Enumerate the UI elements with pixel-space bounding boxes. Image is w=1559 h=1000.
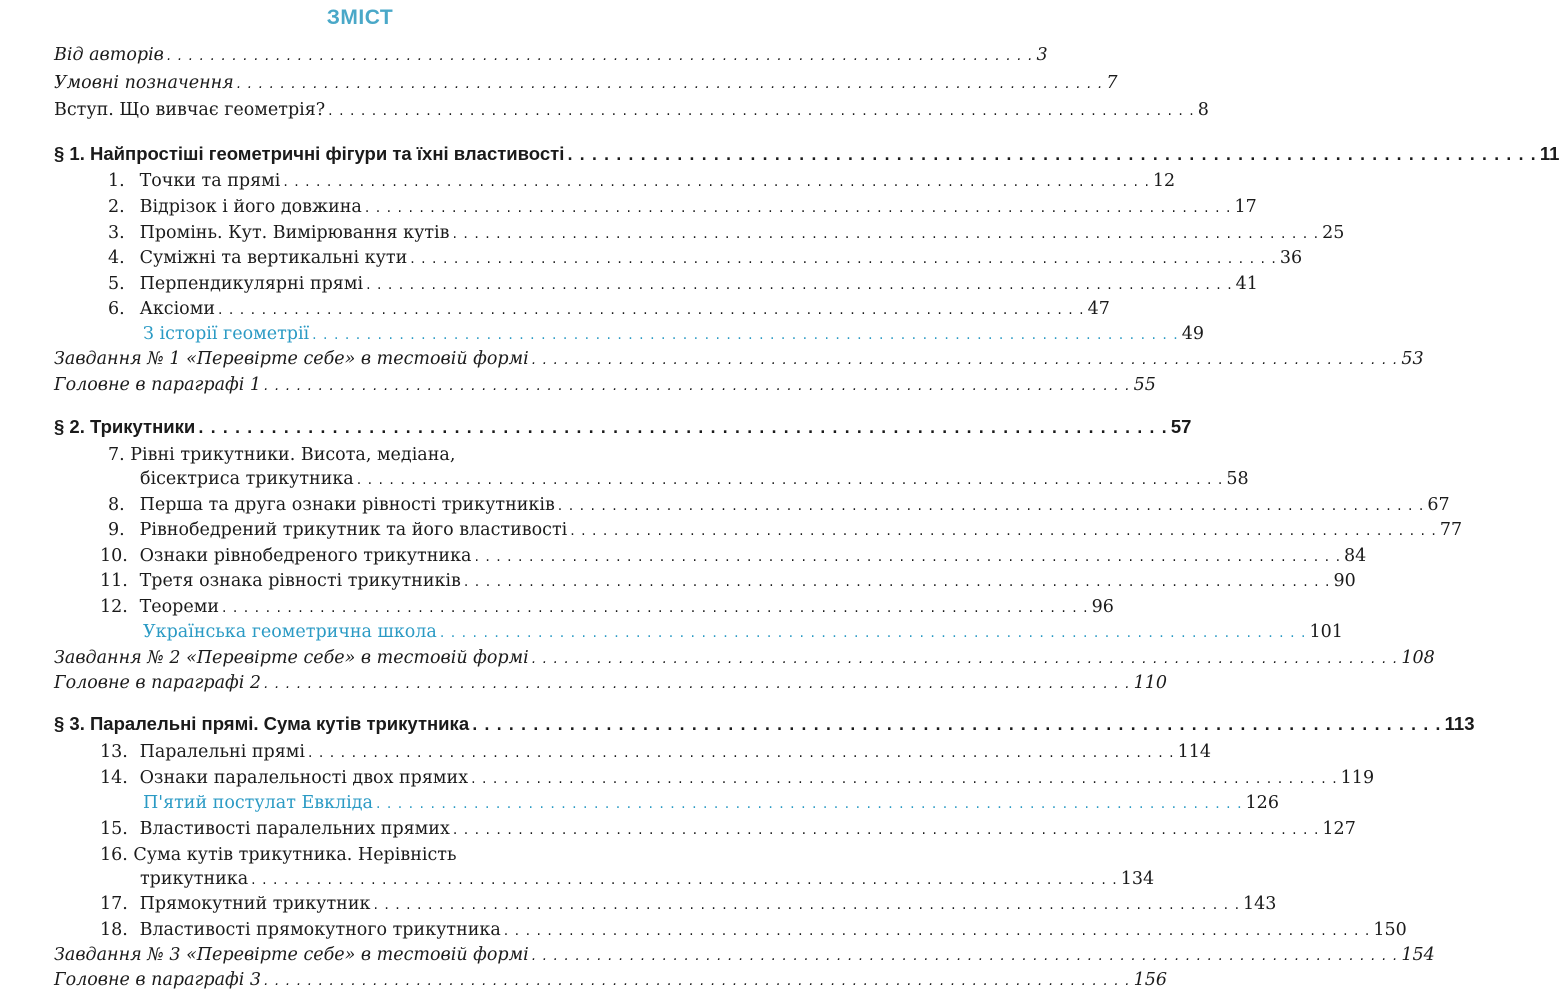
leader-dots: . . . . . . . . . . . . . . . . . . . . . . . . . . . . . . . . . . . . . . . . . . . . . . . . . . . . . . . . . . . . . . . . . . . . . . . . . . . . . . . . xyxy=(364,200,1232,216)
toc-entry-intro[interactable] xyxy=(0,97,1209,123)
toc-entry-notation[interactable] xyxy=(0,70,1118,96)
leader-dots: . . . . . . . . . . . . . . . . . . . . . . . . . . . . . . . . . . . . . . . . . . . . . . . . . . . . . . . . . . . . . . . . . . . . . . . . . . . . . . . . xyxy=(410,251,1277,267)
leader-dots: . . . . . . . . . . . . . . . . . . . . . . . . . . . . . . . . . . . . . . . . . . . . . . . . . . . . . . . . . . . . . . . . . . . . . . . . . . . . . . . . xyxy=(283,174,1150,190)
leader-dots: . . . . . . . . . . . . . . . . . . . . . . . . . . . . . . . . . . . . . . . . . . . . . . . . . . . . . . . . . . . . . . . . . . . . . . . . . . . . . . . . xyxy=(463,574,1331,590)
leader-dots: . . . . . . . . . . . . . . . . . . . . . . . . . . . . . . . . . . . . . . . . . . . . . . . . . . . . . . . . . . . . . . . . . . . . . . . . . . . . . . . . xyxy=(221,600,1089,616)
leader-dots: . . . . . . . . . . . . . . . . . . . . . . . . . . . . . . . . . . . . . . . . . . . . . . . . . . . . . . . . . . . . . . . . . . . . . . . . . . . . . . . . xyxy=(375,796,1243,812)
item-number: 6. xyxy=(108,299,125,319)
toc-page: 25 xyxy=(1322,223,1345,243)
leader-dots: . . . . . . . . . . . . . . . . . . . . . . . . . . . . . . . . . . . . . . . . . . . . . . . . . . . . . . . . . . . . . . . . . . . . . . . . . . . . . . . . xyxy=(452,226,1320,242)
toc-page: 114 xyxy=(1177,742,1211,762)
leader-dots: . . . . . . . . . . . . . . . . . . . . . . . . . . . . . . . . . . . . . . . . . . . . . . . . . . . . . . . . . . . . . . . . . . . . . . . . . . . . . . . . xyxy=(567,148,1537,164)
toc-label: Аксіоми xyxy=(139,299,215,319)
toc-item[interactable] xyxy=(0,296,1110,322)
toc-label: Вступ. Що вивчає геометрія? xyxy=(54,100,326,120)
leader-dots: . . . . . . . . . . . . . . . . . . . . . . . . . . . . . . . . . . . . . . . . . . . . . . . . . . . . . . . . . . . . . . . . . . . . . . . . . . . . . . . . xyxy=(503,923,1371,939)
item-number: 13. xyxy=(100,742,128,762)
toc-label: П'ятий постулат Евкліда xyxy=(143,793,373,813)
toc-label: § 2. Трикутники xyxy=(54,416,196,437)
toc-label: Від авторів xyxy=(54,45,164,65)
toc-label: Рівні трикутники. Висота, медіана, xyxy=(130,445,456,465)
toc-page: 119 xyxy=(1340,768,1375,788)
toc-label: Ознаки паралельності двох прямих xyxy=(139,768,469,788)
item-number: 17. xyxy=(100,894,128,914)
toc-item[interactable] xyxy=(0,517,1463,543)
leader-dots: . . . . . . . . . . . . . . . . . . . . . . . . . . . . . . . . . . . . . . . . . . . . . . . . . . . . . . . . . . . . . . . . . . . . . . . . . . . . . . . . xyxy=(217,302,1085,318)
leader-dots: . . . . . . . . . . . . . . . . . . . . . . . . . . . . . . . . . . . . . . . . . . . . . . . . . . . . . . . . . . . . . . . . . . . . . . . . . . . . . . . . xyxy=(531,651,1399,667)
toc-page: 7 xyxy=(1106,73,1118,93)
toc-label: § 3. Паралельні прямі. Сума кутів трикутника xyxy=(54,713,470,734)
toc-page: 110 xyxy=(1133,673,1167,693)
toc-label: Головне в параграфі 3 xyxy=(54,970,261,990)
toc-item[interactable] xyxy=(0,271,1258,297)
page-title: ЗМІСТ xyxy=(326,6,394,29)
toc-label: Ознаки рівнобедреного трикутника xyxy=(139,546,472,566)
leader-dots: . . . . . . . . . . . . . . . . . . . . . . . . . . . . . . . . . . . . . . . . . . . . . . . . . . . . . . . . . . . . . . . . . . . . . . . . . . . . . . . . xyxy=(307,745,1175,761)
toc-label: Перша та друга ознаки рівності трикутників xyxy=(139,495,555,515)
toc-page: 108 xyxy=(1401,648,1435,668)
toc-test[interactable] xyxy=(0,645,1435,671)
toc-page: 47 xyxy=(1087,299,1110,319)
toc-page: 49 xyxy=(1181,324,1205,344)
toc-label: Головне в параграфі 1 xyxy=(54,375,261,395)
toc-page: 11 xyxy=(1539,143,1559,164)
toc-page: 150 xyxy=(1373,920,1407,940)
item-number: 1. xyxy=(108,171,125,191)
toc-label: Завдання № 2 «Перевірте себе» в тестовій формі xyxy=(54,648,529,668)
toc-label: Суміжні та вертикальні кути xyxy=(139,248,408,268)
toc-page: 126 xyxy=(1245,793,1279,813)
toc-label: Відрізок і його довжина xyxy=(139,197,362,217)
leader-dots: . . . . . . . . . . . . . . . . . . . . . . . . . . . . . . . . . . . . . . . . . . . . . . . . . . . . . . . . . . . . . . . . . . . . . . . . . . . . . . . . xyxy=(531,948,1399,964)
toc-page: 113 xyxy=(1444,713,1475,734)
item-number: 15. xyxy=(100,819,128,839)
toc-item[interactable] xyxy=(0,220,1345,246)
toc-label: Завдання № 1 «Перевірте себе» в тестовій формі xyxy=(54,349,529,369)
toc-item[interactable] xyxy=(0,194,1257,220)
toc-item[interactable] xyxy=(0,739,1211,765)
toc-item[interactable] xyxy=(0,594,1114,620)
leader-dots: . . . . . . . . . . . . . . . . . . . . . . . . . . . . . . . . . . . . . . . . . . . . . . . . . . . . . . . . . . . . . . . . . . . . . . . . . . . . . . . . xyxy=(328,103,1195,119)
toc-label: Точки та прямі xyxy=(139,171,281,191)
toc-page: 17 xyxy=(1234,197,1257,217)
toc-page: 84 xyxy=(1344,546,1367,566)
item-number: 5. xyxy=(108,274,125,294)
section-heading-1[interactable] xyxy=(0,141,1559,167)
item-number: 3. xyxy=(108,223,125,243)
leader-dots: . . . . . . . . . . . . . . . . . . . . . . . . . . . . . . . . . . . . . . . . . . . . . . . . . . . . . . . . . . . . . . . . . . . . . . . . . . . . . . . . xyxy=(166,48,1034,64)
toc-label: Теореми xyxy=(139,597,219,617)
leader-dots: . . . . . . . . . . . . . . . . . . . . . . . . . . . . . . . . . . . . . . . . . . . . . . . . . . . . . . . . . . . . . . . . . . . . . . . . . . . . . . . . xyxy=(251,872,1118,888)
toc-test[interactable] xyxy=(0,942,1435,968)
toc-page: 3 xyxy=(1036,45,1048,65)
toc-item-line1[interactable] xyxy=(0,842,720,868)
toc-page: 90 xyxy=(1333,571,1356,591)
toc-page: 101 xyxy=(1309,622,1343,642)
toc-label: Завдання № 3 «Перевірте себе» в тестовій формі xyxy=(54,945,529,965)
leader-dots: . . . . . . . . . . . . . . . . . . . . . . . . . . . . . . . . . . . . . . . . . . . . . . . . . . . . . . . . . . . . . . . . . . . . . . . . . . . . . . . . xyxy=(312,327,1179,343)
leader-dots: . . . . . . . . . . . . . . . . . . . . . . . . . . . . . . . . . . . . . . . . . . . . . . . . . . . . . . . . . . . . . . . . . . . . . . . . . . . . . . . . xyxy=(531,352,1399,368)
toc-page: 143 xyxy=(1243,894,1277,914)
toc-label: Головне в параграфі 2 xyxy=(54,673,261,693)
leader-dots: . . . . . . . . . . . . . . . . . . . . . . . . . . . . . . . . . . . . . . . . . . . . . . . . . . . . . . . . . . . . . . . . . . . . . . . . . . . . . . . . xyxy=(264,973,1131,989)
toc-label: Третя ознака рівності трикутників xyxy=(139,571,461,591)
leader-dots: . . . . . . . . . . . . . . . . . . . . . . . . . . . . . . . . . . . . . . . . . . . . . . . . . . . . . . . . . . . . . . . . . . . . . . . . . . . . . . . . xyxy=(474,549,1342,565)
toc-summary[interactable] xyxy=(0,670,1167,696)
leader-dots: . . . . . . . . . . . . . . . . . . . . . . . . . . . . . . . . . . . . . . . . . . . . . . . . . . . . . . . . . . . . . . . . . . . . . . . . . . . . . . . . xyxy=(366,277,1233,293)
toc-label: § 1. Найпростіші геометричні фігури та їхні властивості xyxy=(54,143,565,164)
toc-summary[interactable] xyxy=(0,372,1156,398)
leader-dots: . . . . . . . . . . . . . . . . . . . . . . . . . . . . . . . . . . . . . . . . . . . . . . . . . . . . . . . . . . . . . . . . . . . . . . . . . . . . . . . . xyxy=(557,498,1425,514)
toc-label: Сума кутів трикутника. Нерівність xyxy=(133,845,457,865)
toc-page: 12 xyxy=(1152,171,1176,191)
item-number: 11. xyxy=(100,571,128,591)
item-number: 12. xyxy=(100,597,128,617)
leader-dots: . . . . . . . . . . . . . . . . . . . . . . . . . . . . . . . . . . . . . . . . . . . . . . . . . . . . . . . . . . . . . . . . . . . . . . . . . . . . . . . . xyxy=(264,378,1131,394)
toc-page: 8 xyxy=(1197,100,1209,120)
toc-page: 154 xyxy=(1401,945,1435,965)
toc-label: Властивості прямокутного трикутника xyxy=(139,920,501,940)
toc-highlight[interactable] xyxy=(0,790,1279,816)
section-heading-2[interactable] xyxy=(0,414,1192,440)
toc-item[interactable] xyxy=(0,168,1176,194)
toc-item[interactable] xyxy=(0,245,1303,271)
toc-page: 134 xyxy=(1120,869,1155,889)
item-number: 9. xyxy=(108,520,125,540)
leader-dots: . . . . . . . . . . . . . . . . . . . . . . . . . . . . . . . . . . . . . . . . . . . . . . . . . . . . . . . . . . . . . . . . . . . . . . . . . . . . . . . . xyxy=(472,718,1442,734)
toc-page: 67 xyxy=(1427,495,1450,515)
item-number: 16. xyxy=(100,845,128,865)
item-number: 7. xyxy=(108,445,125,465)
toc-item[interactable] xyxy=(0,917,1407,943)
toc-item[interactable] xyxy=(0,543,1367,569)
item-number: 10. xyxy=(100,546,128,566)
toc-highlight[interactable] xyxy=(0,619,1343,645)
toc-page: 57 xyxy=(1170,416,1192,437)
item-number: 4. xyxy=(108,248,125,268)
toc-label: Перпендикулярні прямі xyxy=(139,274,364,294)
toc-page: 41 xyxy=(1235,274,1258,294)
toc-item[interactable] xyxy=(0,568,1356,594)
toc-label: бісектриса трикутника xyxy=(140,469,354,489)
item-number: 18. xyxy=(100,920,128,940)
toc-label: Прямокутний трикутник xyxy=(139,894,371,914)
toc-label: трикутника xyxy=(140,869,249,889)
toc-item[interactable] xyxy=(0,492,1450,518)
toc-page: 53 xyxy=(1401,349,1424,369)
toc-item[interactable] xyxy=(0,891,1277,917)
toc-highlight[interactable] xyxy=(0,321,1205,347)
toc-page: 58 xyxy=(1226,469,1249,489)
toc-label: З історії геометрії xyxy=(143,324,310,344)
toc-item[interactable] xyxy=(0,816,1356,842)
leader-dots: . . . . . . . . . . . . . . . . . . . . . . . . . . . . . . . . . . . . . . . . . . . . . . . . . . . . . . . . . . . . . . . . . . . . . . . . . . . . . . . . xyxy=(198,421,1168,437)
leader-dots: . . . . . . . . . . . . . . . . . . . . . . . . . . . . . . . . . . . . . . . . . . . . . . . . . . . . . . . . . . . . . . . . . . . . . . . . . . . . . . . . xyxy=(570,523,1437,539)
toc-item-line2[interactable] xyxy=(0,466,1249,492)
leader-dots: . . . . . . . . . . . . . . . . . . . . . . . . . . . . . . . . . . . . . . . . . . . . . . . . . . . . . . . . . . . . . . . . . . . . . . . . . . . . . . . . xyxy=(236,76,1104,92)
toc-page: 55 xyxy=(1133,375,1156,395)
toc-entry-authors[interactable] xyxy=(0,42,1048,68)
toc-item-line2[interactable] xyxy=(0,866,1155,892)
leader-dots: . . . . . . . . . . . . . . . . . . . . . . . . . . . . . . . . . . . . . . . . . . . . . . . . . . . . . . . . . . . . . . . . . . . . . . . . . . . . . . . . xyxy=(471,771,1338,787)
toc-label: Властивості паралельних прямих xyxy=(139,819,450,839)
leader-dots: . . . . . . . . . . . . . . . . . . . . . . . . . . . . . . . . . . . . . . . . . . . . . . . . . . . . . . . . . . . . . . . . . . . . . . . . . . . . . . . . xyxy=(356,472,1224,488)
leader-dots: . . . . . . . . . . . . . . . . . . . . . . . . . . . . . . . . . . . . . . . . . . . . . . . . . . . . . . . . . . . . . . . . . . . . . . . . . . . . . . . . xyxy=(439,625,1307,641)
item-number: 2. xyxy=(108,197,125,217)
toc-label: Рівнобедрений трикутник та його властивості xyxy=(139,520,568,540)
toc-label: Умовні позначення xyxy=(54,73,234,93)
toc-label: Паралельні прямі xyxy=(139,742,305,762)
toc-summary[interactable] xyxy=(0,967,1167,993)
toc-page: 127 xyxy=(1322,819,1356,839)
toc-page: 77 xyxy=(1439,520,1463,540)
leader-dots: . . . . . . . . . . . . . . . . . . . . . . . . . . . . . . . . . . . . . . . . . . . . . . . . . . . . . . . . . . . . . . . . . . . . . . . . . . . . . . . . xyxy=(373,897,1241,913)
toc-page: 156 xyxy=(1133,970,1167,990)
toc-test[interactable] xyxy=(0,346,1424,372)
toc-label: Промінь. Кут. Вимірювання кутів xyxy=(139,223,450,243)
toc-item-line1[interactable] xyxy=(0,442,720,468)
toc-page: 96 xyxy=(1091,597,1114,617)
leader-dots: . . . . . . . . . . . . . . . . . . . . . . . . . . . . . . . . . . . . . . . . . . . . . . . . . . . . . . . . . . . . . . . . . . . . . . . . . . . . . . . . xyxy=(452,822,1320,838)
leader-dots: . . . . . . . . . . . . . . . . . . . . . . . . . . . . . . . . . . . . . . . . . . . . . . . . . . . . . . . . . . . . . . . . . . . . . . . . . . . . . . . . xyxy=(264,676,1131,692)
toc-item[interactable] xyxy=(0,765,1375,791)
toc-label: Українська геометрична школа xyxy=(143,622,437,642)
section-heading-3[interactable] xyxy=(0,711,1475,737)
toc-page: 36 xyxy=(1279,248,1303,268)
item-number: 8. xyxy=(108,495,125,515)
item-number: 14. xyxy=(100,768,128,788)
